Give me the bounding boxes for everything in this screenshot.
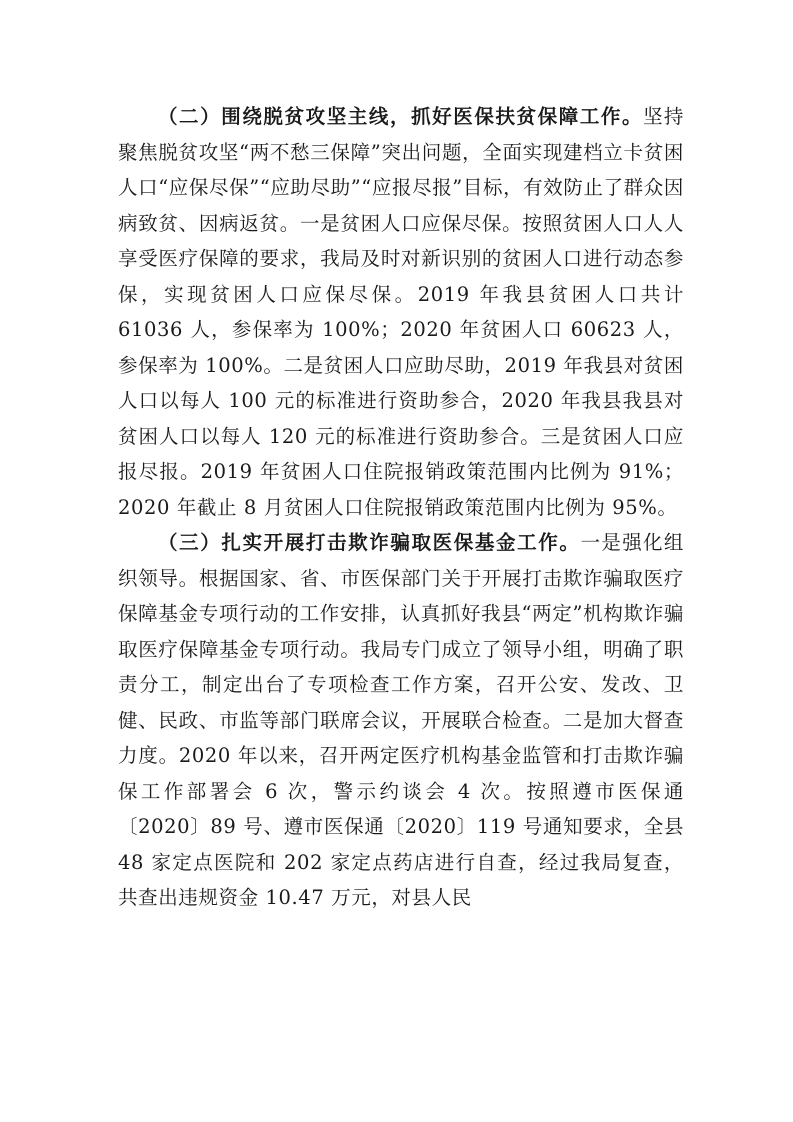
section-heading-2: （二）围绕脱贫攻坚主线，抓好医保扶贫保障工作。 (157, 105, 644, 128)
section-body-2: 坚持聚焦脱贫攻坚“两不愁三保障”突出问题，全面实现建档立卡贫困人口“应保尽保”“应助尽助”“应报尽报”目标，有效防止了群众因病致贫、因病返贫。一是贫困人口应保尽保。按照贫困人口人人享受医疗保障的要求，我局及时对新识别的贫困人口进行动态参保，实现贫困人口应保尽保。2019 年我县贫困人口共计 61036 人，参保率为 100%；2020 年贫困人口 60623 人，参保率为 100%。二是贫困人口应助尽助，2019 年我县对贫困人口以每人 100 元的标准进行资助参合，2020 年我县我县对贫困人口以每人 120 元的标准进行资助参合。三是贫困人口应报尽报。2019 年贫困人口住院报销政策范围内比例为 91%；2020 年截止 8 月贫困人口住院报销政策范围内比例为 95%。 (118, 105, 685, 519)
paragraph-anti-fraud (118, 525, 684, 916)
document-body (118, 99, 684, 916)
section-body-3: 一是强化组织领导。根据国家、省、市医保部门关于开展打击欺诈骗取医疗保障基金专项行动的工作安排，认真抓好我县“两定”机构欺诈骗取医疗保障基金专项行动。我局专门成立了领导小组，明确了职责分工，制定出台了专项检查工作方案，召开公安、发改、卫健、民政、市监等部门联席会议，开展联合检查。二是加大督查力度。2020 年以来，召开两定医疗机构基金监管和打击欺诈骗保工作部署会 6 次，警示约谈会 4 次。按照遵市医保通〔2020〕89 号、遵市医保通〔2020〕119 号通知要求，全县 48 家定点医院和 202 家定点药店进行自查，经过我局复查，共查出违规资金 10.47 万元，对县人民 (118, 531, 684, 909)
paragraph-poverty-alleviation (118, 99, 684, 525)
section-heading-3: （三）扎实开展打击欺诈骗取医保基金工作。 (157, 531, 581, 554)
